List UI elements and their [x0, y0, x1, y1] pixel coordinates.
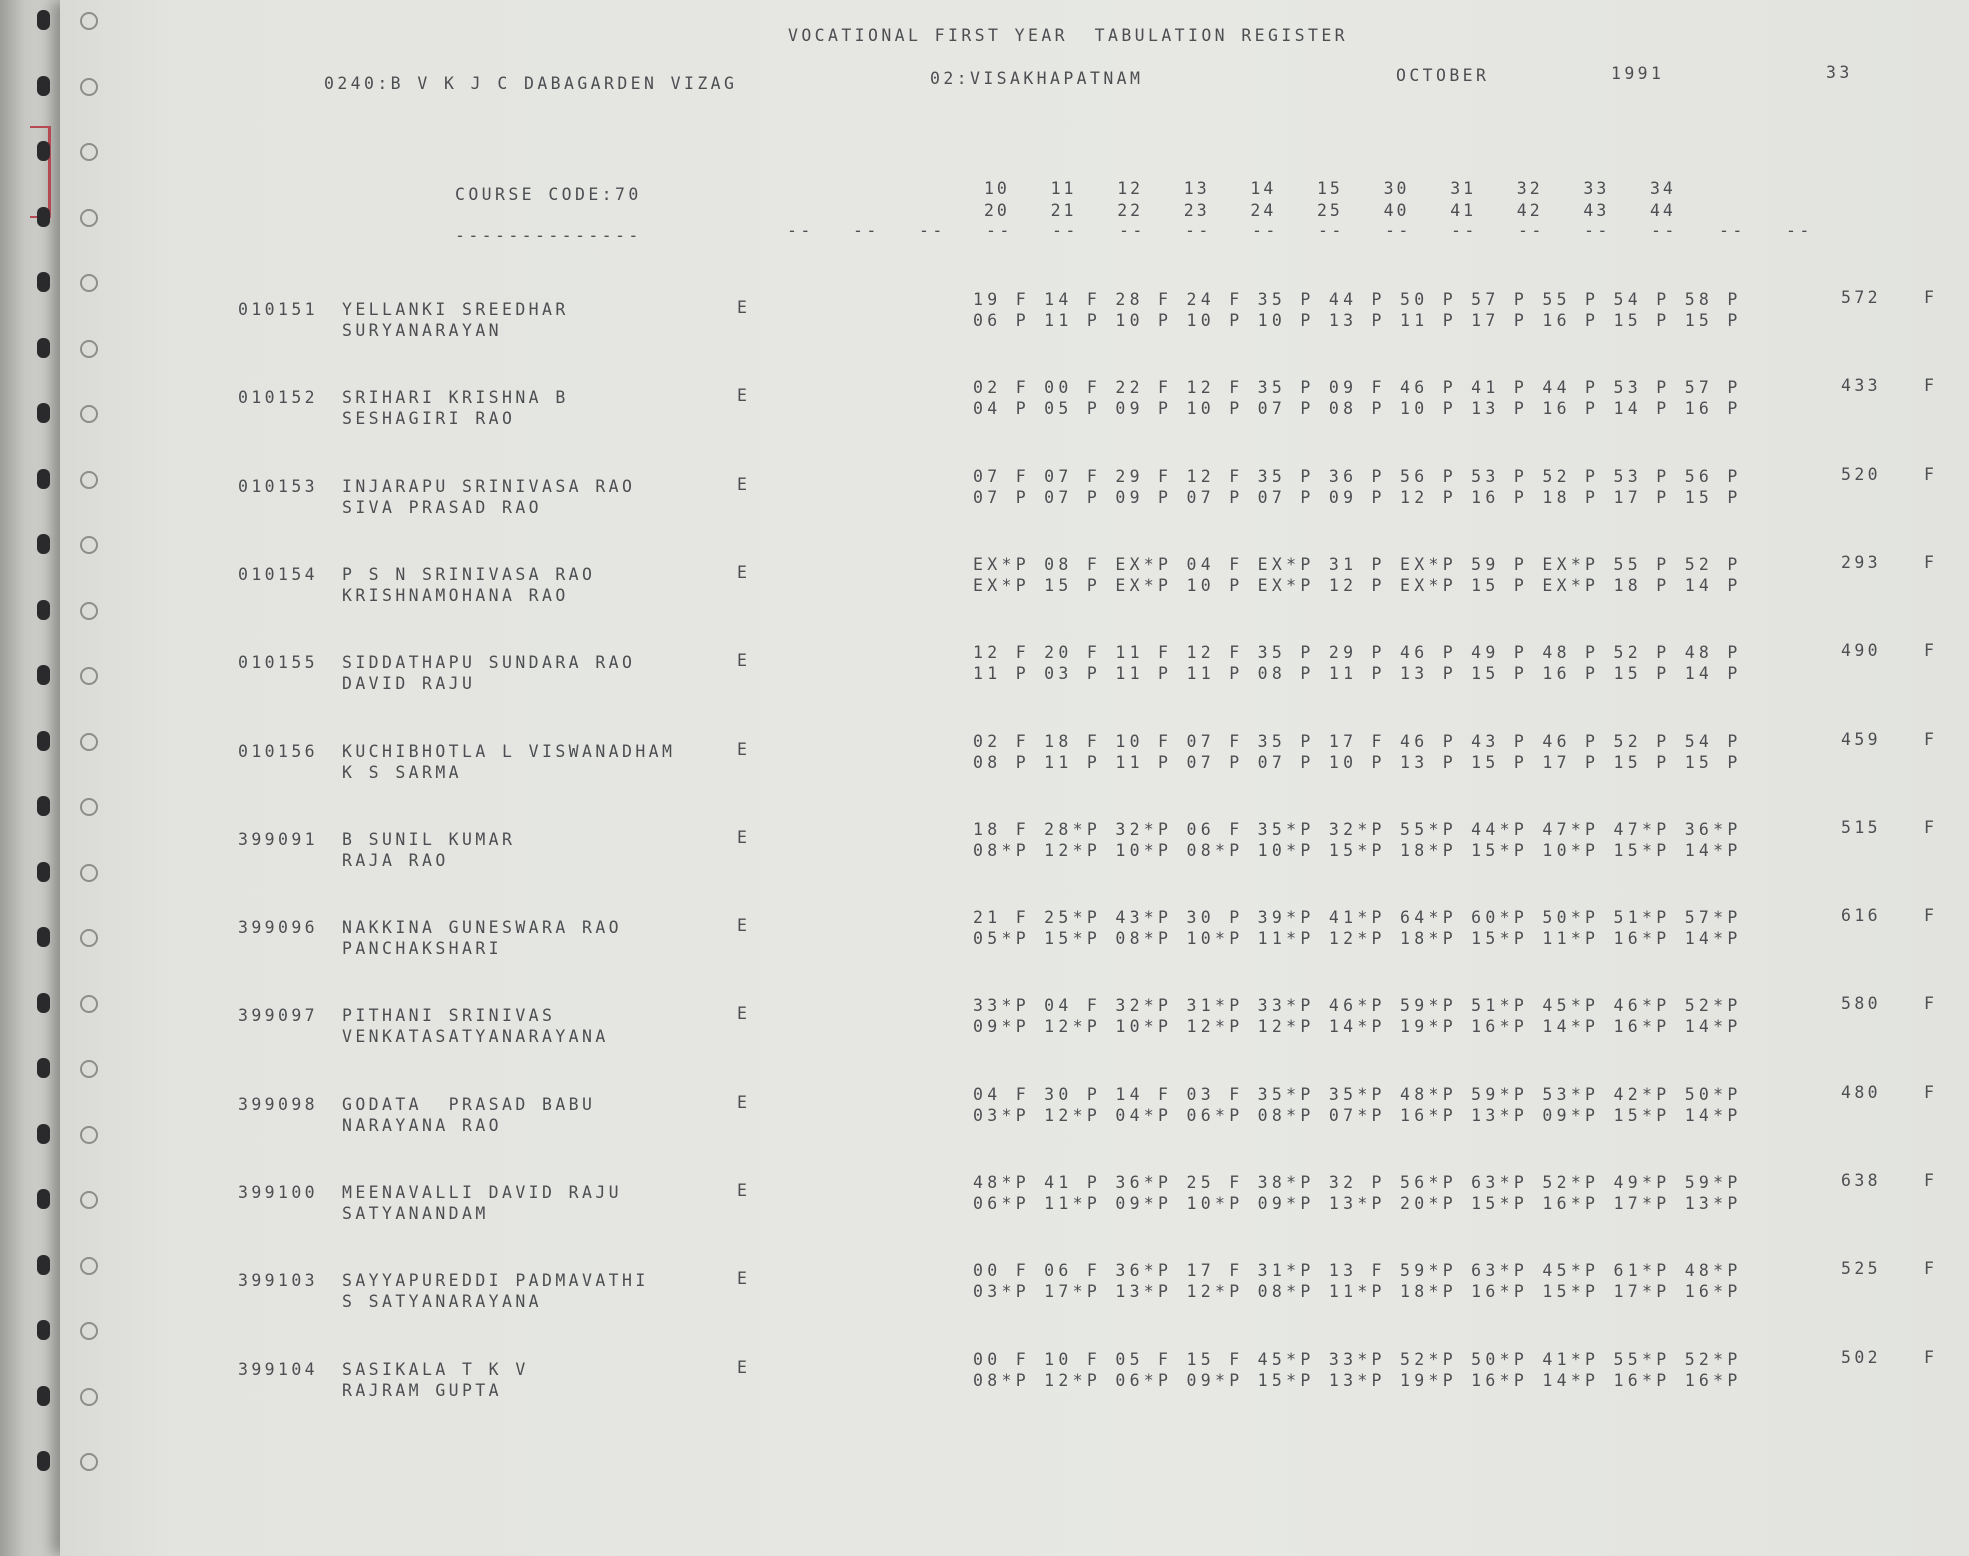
page-number: 33 [1826, 63, 1853, 82]
exam-year: 1991 [1611, 64, 1665, 83]
binder-ring [80, 1388, 98, 1406]
hall-ticket-number: 399097 [238, 1006, 319, 1026]
result-code: F [1924, 641, 1938, 661]
marks-row-1: 00 F 10 F 05 F 15 F 45*P 33*P 52*P 50*P 41*P 55*P 52*P [973, 1349, 1742, 1369]
marks-row-2: 04 P 05 P 09 P 10 P 07 P 08 P 10 P 13 P 16 P 14 P 16 P [973, 399, 1742, 419]
hall-ticket-number: 010154 [238, 564, 319, 584]
result-code: F [1924, 552, 1938, 572]
binder-ring [80, 929, 98, 947]
total-marks: 480 [1841, 1082, 1882, 1102]
medium-code: E [737, 1357, 751, 1377]
father-name: SURYANARAYAN [342, 321, 503, 340]
column-dash: -- [1518, 221, 1545, 240]
hall-ticket-number: 010156 [238, 741, 319, 761]
father-name: NARAYANA RAO [342, 1115, 503, 1135]
hall-ticket-number: 399098 [238, 1094, 319, 1114]
student-name: SIDDATHAPU SUNDARA RAO [342, 653, 636, 673]
binder-hole [37, 207, 50, 227]
column-code-top: 11 [1050, 179, 1077, 198]
binder-ring [80, 1257, 98, 1275]
total-marks: 502 [1841, 1347, 1882, 1367]
column-code-top: 15 [1317, 179, 1343, 198]
binder-hole [37, 731, 50, 751]
marks-row-2: 05*P 15*P 08*P 10*P 11*P 12*P 18*P 15*P 11*P 16*P 14*P [973, 929, 1742, 949]
binder-hole [37, 862, 50, 882]
father-name: KRISHNAMOHANA RAO [342, 585, 569, 605]
student-name: B SUNIL KUMAR [342, 829, 516, 849]
total-marks: 433 [1841, 376, 1882, 396]
marks-row-2: 09*P 12*P 10*P 12*P 12*P 14*P 19*P 16*P 14*P 16*P 14*P [973, 1017, 1742, 1037]
column-code-bottom: 43 [1583, 201, 1610, 220]
marks-row-1: 00 F 06 F 36*P 17 F 31*P 13 F 59*P 63*P 45*P 61*P 48*P [973, 1261, 1742, 1281]
student-name: INJARAPU SRINIVASA RAO [342, 476, 636, 496]
binder-hole [37, 534, 50, 554]
total-marks: 616 [1841, 906, 1882, 926]
marks-row-1: 19 F 14 F 28 F 24 F 35 P 44 P 50 P 57 P 55 P 54 P 58 P [973, 290, 1742, 309]
binder-hole [37, 1255, 50, 1275]
hall-ticket-number: 399091 [238, 829, 319, 849]
binder-hole [37, 1451, 50, 1471]
binder-ring [80, 1191, 98, 1209]
column-code-top: 30 [1383, 179, 1410, 198]
column-dash: -- [1185, 221, 1212, 240]
father-name: SIVA PRASAD RAO [342, 497, 543, 517]
column-code-top: 10 [984, 179, 1010, 198]
medium-code: E [737, 298, 751, 317]
binder-hole [37, 1058, 50, 1078]
total-marks: 638 [1841, 1171, 1882, 1190]
column-code-top: 32 [1516, 179, 1543, 198]
father-name: VENKATASATYANARAYANA [342, 1027, 609, 1047]
column-code-bottom: 22 [1117, 201, 1144, 220]
marks-row-1: 21 F 25*P 43*P 30 P 39*P 41*P 64*P 60*P 50*P 51*P 57*P [973, 908, 1742, 928]
binder-ring [80, 733, 98, 751]
result-code: F [1924, 817, 1938, 837]
binder-ring [80, 864, 98, 882]
column-code-bottom: 23 [1183, 201, 1210, 220]
hall-ticket-number: 010152 [238, 388, 319, 408]
column-code-top: 33 [1583, 179, 1610, 198]
binder-hole [37, 1189, 50, 1209]
binder-hole [37, 1386, 50, 1406]
red-bracket-mark [30, 126, 51, 218]
column-code-top: 13 [1183, 179, 1210, 198]
column-dash: -- [1651, 221, 1678, 240]
hall-ticket-number: 010151 [238, 300, 319, 319]
marks-row-1: 12 F 20 F 11 F 12 F 35 P 29 P 46 P 49 P 48 P 52 P 48 P [973, 643, 1742, 663]
column-dash: -- [1318, 221, 1345, 240]
binder-ring [80, 1060, 98, 1078]
marks-row-1: 48*P 41 P 36*P 25 F 38*P 32 P 56*P 63*P 52*P 49*P 59*P [973, 1173, 1742, 1192]
total-marks: 580 [1841, 994, 1882, 1014]
binding-edge [0, 0, 60, 1556]
result-code: F [1924, 288, 1938, 307]
column-dash: -- [986, 221, 1013, 240]
marks-row-2: 08*P 12*P 06*P 09*P 15*P 13*P 19*P 16*P 14*P 16*P 16*P [973, 1370, 1742, 1390]
binder-hole [37, 76, 50, 96]
binder-hole [37, 993, 50, 1013]
column-code-bottom: 42 [1516, 201, 1543, 220]
exam-month: OCTOBER [1396, 66, 1490, 85]
column-dash: -- [1719, 221, 1746, 240]
binder-hole [37, 796, 50, 816]
medium-code: E [737, 562, 751, 582]
column-dash: -- [919, 221, 946, 240]
student-name: GODATA PRASAD BABU [342, 1094, 596, 1114]
column-code-bottom: 20 [984, 201, 1010, 220]
binder-ring [80, 995, 98, 1013]
total-marks: 525 [1841, 1259, 1882, 1279]
marks-row-1: 33*P 04 F 32*P 31*P 33*P 46*P 59*P 51*P 45*P 46*P 52*P [973, 996, 1742, 1016]
student-name: YELLANKI SREEDHAR [342, 300, 569, 319]
column-dash: -- [1052, 221, 1079, 240]
column-dash: -- [1786, 221, 1813, 240]
column-dash: -- [1584, 221, 1611, 240]
student-name: P S N SRINIVASA RAO [342, 564, 596, 584]
medium-code: E [737, 1004, 751, 1024]
medium-code: E [737, 1092, 751, 1112]
binder-ring [80, 1126, 98, 1144]
binder-ring [80, 667, 98, 685]
hall-ticket-number: 399104 [238, 1359, 319, 1379]
binder-hole [37, 469, 50, 489]
column-dash: -- [1385, 221, 1412, 240]
hall-ticket-number: 399096 [238, 918, 319, 938]
marks-row-2: 08 P 11 P 11 P 07 P 07 P 10 P 13 P 15 P 17 P 15 P 15 P [973, 752, 1742, 772]
binder-ring [80, 798, 98, 816]
result-code: F [1924, 464, 1938, 484]
father-name: S SATYANARAYANA [342, 1292, 543, 1312]
binder-hole [37, 600, 50, 620]
binder-ring [80, 340, 98, 358]
total-marks: 459 [1841, 729, 1882, 749]
column-code-top: 12 [1117, 179, 1144, 198]
marks-row-2: 03*P 17*P 13*P 12*P 08*P 11*P 18*P 16*P 15*P 17*P 16*P [973, 1282, 1742, 1302]
marks-row-2: 07 P 07 P 09 P 07 P 07 P 09 P 12 P 16 P 18 P 17 P 15 P [973, 487, 1742, 507]
column-code-bottom: 24 [1250, 201, 1277, 220]
binder-ring [80, 405, 98, 423]
marks-row-2: 06*P 11*P 09*P 10*P 09*P 13*P 20*P 15*P 16*P 17*P 13*P [973, 1194, 1742, 1213]
column-code-top: 31 [1450, 179, 1477, 198]
binder-ring [80, 12, 98, 30]
father-name: PANCHAKSHARI [342, 939, 503, 959]
register-title: VOCATIONAL FIRST YEAR TABULATION REGISTER [788, 26, 1349, 45]
binder-hole [37, 141, 50, 161]
result-code: F [1924, 906, 1938, 926]
father-name: RAJA RAO [342, 850, 449, 870]
student-name: SAYYAPUREDDI PADMAVATHI [342, 1271, 649, 1291]
result-code: F [1924, 1259, 1938, 1279]
marks-row-1: 04 F 30 P 14 F 03 F 35*P 35*P 48*P 59*P 53*P 42*P 50*P [973, 1084, 1742, 1104]
father-name: SESHAGIRI RAO [342, 409, 516, 429]
marks-row-2: 08*P 12*P 10*P 08*P 10*P 15*P 18*P 15*P 10*P 15*P 14*P [973, 840, 1742, 860]
student-name: SRIHARI KRISHNA B [342, 388, 569, 408]
result-code: F [1924, 994, 1938, 1014]
medium-code: E [737, 1269, 751, 1289]
column-dash: -- [787, 221, 814, 240]
marks-row-1: 07 F 07 F 29 F 12 F 35 P 36 P 56 P 53 P 52 P 53 P 56 P [973, 466, 1742, 486]
student-name: NAKKINA GUNESWARA RAO [342, 918, 623, 938]
total-marks: 293 [1841, 552, 1882, 572]
marks-row-2: EX*P 15 P EX*P 10 P EX*P 12 P EX*P 15 P EX*P 18 P 14 P [973, 575, 1742, 595]
college-code: 0240:B V K J C DABAGARDEN VIZAG [324, 74, 738, 93]
column-code-bottom: 44 [1650, 201, 1676, 220]
marks-row-1: 02 F 00 F 22 F 12 F 35 P 09 F 46 P 41 P 44 P 53 P 57 P [973, 378, 1742, 398]
binder-hole [37, 665, 50, 685]
total-marks: 515 [1841, 817, 1882, 837]
student-name: SASIKALA T K V [342, 1359, 529, 1379]
marks-row-1: EX*P 08 F EX*P 04 F EX*P 31 P EX*P 59 P EX*P 55 P 52 P [973, 554, 1742, 574]
course-underline: -------------- [455, 226, 642, 245]
column-dash: -- [1252, 221, 1279, 240]
column-code-top: 14 [1250, 179, 1277, 198]
binder-ring [80, 471, 98, 489]
binder-hole [37, 10, 50, 30]
medium-code: E [737, 1181, 751, 1200]
marks-row-2: 03*P 12*P 04*P 06*P 08*P 07*P 16*P 13*P 09*P 15*P 14*P [973, 1105, 1742, 1125]
binder-hole [37, 272, 50, 292]
medium-code: E [737, 739, 751, 759]
binder-hole [37, 403, 50, 423]
binder-ring [80, 536, 98, 554]
column-code-bottom: 25 [1317, 201, 1343, 220]
marks-row-2: 11 P 03 P 11 P 11 P 08 P 11 P 13 P 15 P 16 P 15 P 14 P [973, 664, 1742, 684]
student-name: MEENAVALLI DAVID RAJU [342, 1183, 623, 1202]
medium-code: E [737, 827, 751, 847]
binder-ring [80, 1322, 98, 1340]
binder-hole [37, 338, 50, 358]
result-code: F [1924, 376, 1938, 396]
binder-ring [80, 274, 98, 292]
binder-ring [80, 78, 98, 96]
column-code-top: 34 [1650, 179, 1676, 198]
course-code: COURSE CODE:70 [455, 185, 642, 204]
medium-code: E [737, 916, 751, 936]
father-name: SATYANANDAM [342, 1204, 489, 1223]
binder-ring [80, 602, 98, 620]
marks-row-2: 06 P 11 P 10 P 10 P 10 P 13 P 11 P 17 P 16 P 15 P 15 P [973, 311, 1742, 330]
father-name: K S SARMA [342, 762, 463, 782]
binder-hole [37, 1124, 50, 1144]
district-code: 02:VISAKHAPATNAM [930, 69, 1144, 88]
result-code: F [1924, 1171, 1938, 1190]
student-name: KUCHIBHOTLA L VISWANADHAM [342, 741, 676, 761]
father-name: RAJRAM GUPTA [342, 1380, 503, 1400]
binder-hole [37, 927, 50, 947]
hall-ticket-number: 010155 [238, 653, 319, 673]
marks-row-1: 02 F 18 F 10 F 07 F 35 P 17 F 46 P 43 P 46 P 52 P 54 P [973, 731, 1742, 751]
binder-ring [80, 143, 98, 161]
total-marks: 572 [1841, 288, 1882, 307]
medium-code: E [737, 474, 751, 494]
hall-ticket-number: 399103 [238, 1271, 319, 1291]
total-marks: 490 [1841, 641, 1882, 661]
result-code: F [1924, 1082, 1938, 1102]
total-marks: 520 [1841, 464, 1882, 484]
hall-ticket-number: 010153 [238, 476, 319, 496]
column-code-bottom: 21 [1050, 201, 1077, 220]
column-dash: -- [853, 221, 880, 240]
result-code: F [1924, 729, 1938, 749]
binder-hole [37, 1320, 50, 1340]
column-code-bottom: 40 [1383, 201, 1410, 220]
marks-row-1: 18 F 28*P 32*P 06 F 35*P 32*P 55*P 44*P 47*P 47*P 36*P [973, 819, 1742, 839]
column-dash: -- [1119, 221, 1146, 240]
binder-ring [80, 209, 98, 227]
medium-code: E [737, 386, 751, 406]
father-name: DAVID RAJU [342, 674, 476, 694]
medium-code: E [737, 651, 751, 671]
binder-ring [80, 1453, 98, 1471]
student-name: PITHANI SRINIVAS [342, 1006, 556, 1026]
column-code-bottom: 41 [1450, 201, 1477, 220]
column-dash: -- [1451, 221, 1478, 240]
result-code: F [1924, 1347, 1938, 1367]
hall-ticket-number: 399100 [238, 1183, 319, 1202]
